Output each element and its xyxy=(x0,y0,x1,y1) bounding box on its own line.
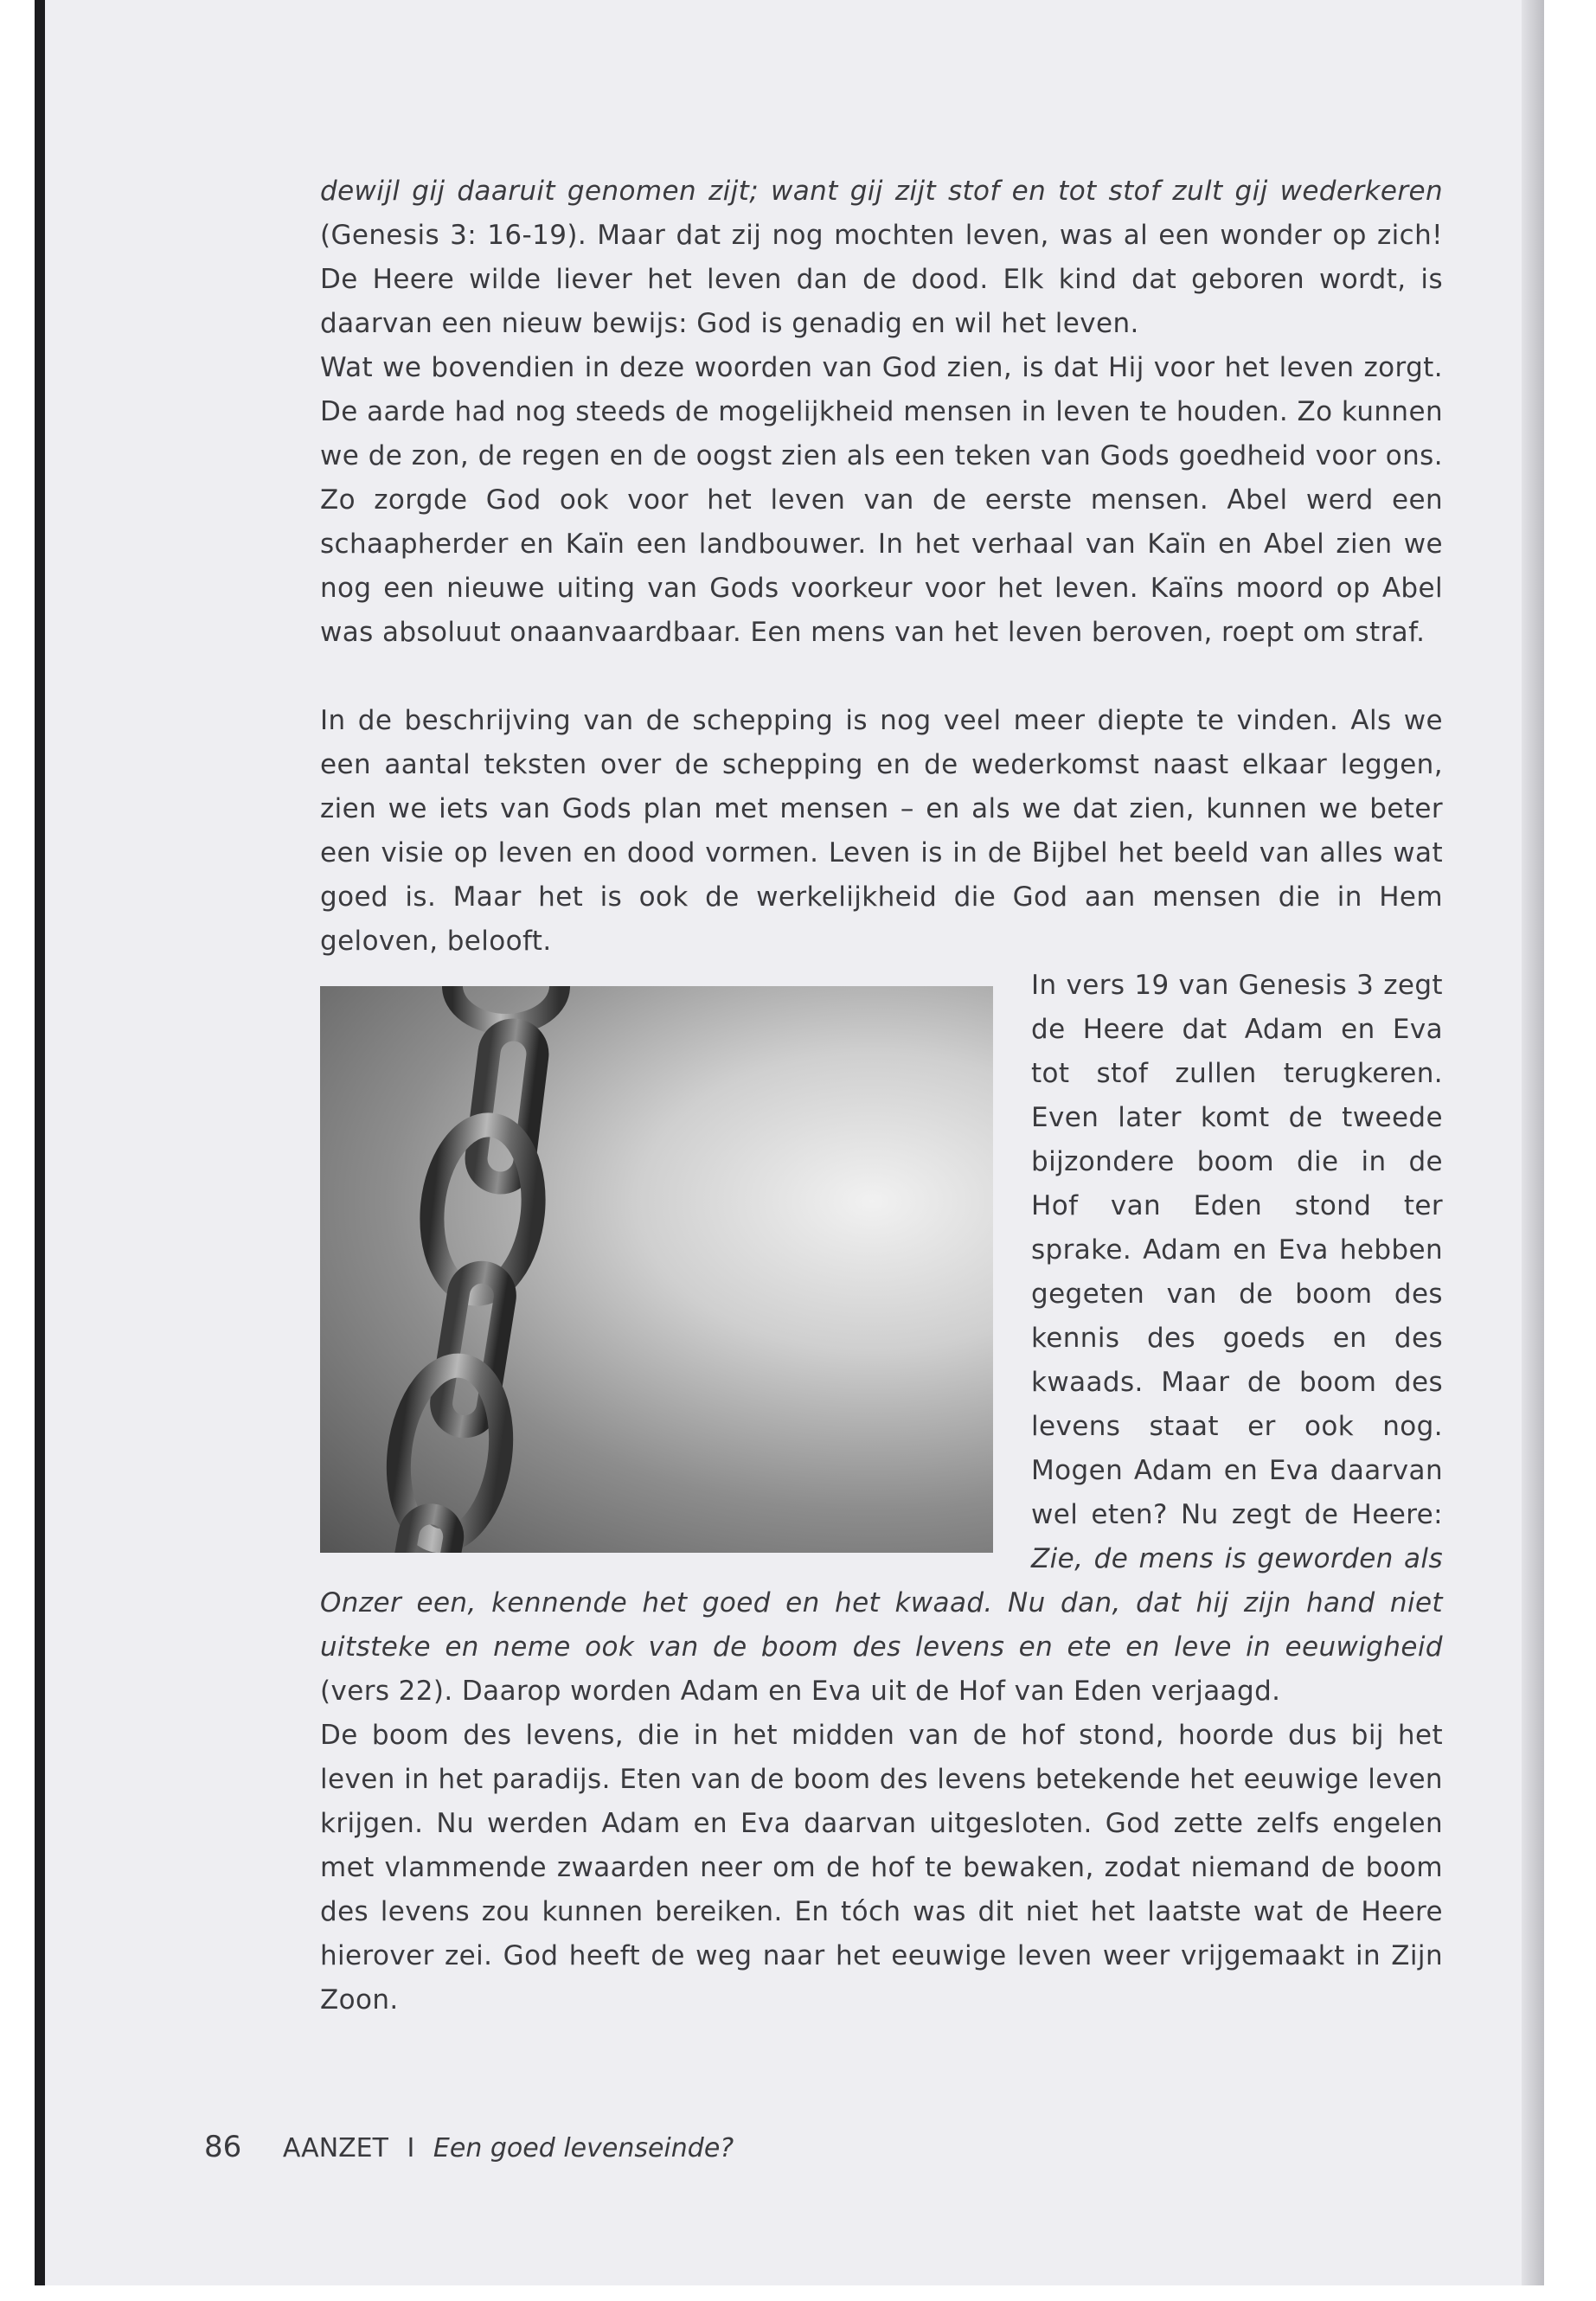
chain-illustration xyxy=(320,986,993,1553)
paragraph-gap xyxy=(320,655,1443,699)
paragraph-text: (vers 22). Daarop worden Adam en Eva uit de Hof van Eden verjaagd. xyxy=(320,1676,1281,1707)
page-edge-shadow xyxy=(1522,0,1544,2301)
page-number: 86 xyxy=(204,2130,242,2164)
paragraph-genesis-curse xyxy=(320,170,1443,346)
quote-italic: dewijl gij daaruit genomen zijt; want gij zijt stof en tot stof zult gij wederkeren xyxy=(320,176,1443,207)
scan-edge-right xyxy=(1544,0,1596,2301)
book-title: Een goed levenseinde? xyxy=(433,2133,734,2163)
paragraph-eternal-life: De boom des levens, die in het midden van de hof stond, hoorde dus bij het leven in het paradijs. Eten van de boom des levens betekende het eeuwige leven krijgen. Nu werden Adam en Eva daarvan uitgesloten. God zette zelfs engelen met vlammende zwaarden neer om de hof te bewaken, zodat niemand de boom des levens zou kunnen bereiken. En tóch was dit niet het laatste wat de Heere hierover zei. God heeft de weg naar het eeuwige leven weer vrijgemaakt in Zijn Zoon. xyxy=(320,1720,1443,2016)
page-footer xyxy=(204,2130,734,2164)
paragraph-care-for-life: Wat we bovendien in deze woorden van God zien, is dat Hij voor het leven zorgt. De aarde had nog steeds de mogelijkheid mensen in leven te houden. Zo kunnen we de zon, de regen en de oogst zien als een teken van Gods goedheid voor ons. Zo zorgde God ook voor het leven van de eerste mensen. Abel werd een schaapherder en Kaïn een landbouwer. In het verhaal van Kaïn en Abel zien we nog een nieuwe uiting van Gods voorkeur voor het leven. Kaïns moord op Abel was absoluut onaanvaardbaar. Een mens van het leven beroven, roept om straf. xyxy=(320,352,1443,648)
series-name: AANZET xyxy=(282,2133,388,2163)
text-column xyxy=(320,170,1443,2022)
chain-photo xyxy=(320,986,993,1553)
paragraph-creation: In de beschrijving van de schepping is nog veel meer diepte te vinden. Als we een aantal teksten over de schepping en de wederkomst naast elkaar leggen, zien we iets van Gods plan met mensen – en als we dat zien, kunnen we beter een visie op leven en dood vormen. Leven is in de Bijbel het beeld van alles wat goed is. Maar het is ook de werkelijkheid die God aan mensen die in Hem geloven, belooft. xyxy=(320,705,1443,957)
paragraph-text: (Genesis 3: 16-19). Maar dat zij nog mochten leven, was al een wonder op zich! De Heere wilde liever het leven dan de dood. Elk kind dat geboren wordt, is daarvan een nieuw bewijs: God is genadig en wil het leven. xyxy=(320,220,1443,339)
quote-italic: Zie, de mens is geworden als Onzer een, kennende het goed en het kwaad. Nu dan, dat hij zijn hand niet uitsteke en neme ook van de boom des levens en ete en leve in eeuwigheid xyxy=(320,1543,1443,1663)
scan-border-left xyxy=(35,0,45,2301)
footer-separator: I xyxy=(407,2133,415,2163)
scan-edge-bottom xyxy=(0,2285,1596,2301)
paragraph-text: In vers 19 van Genesis 3 zegt de Heere dat Adam en Eva tot stof zullen terugkeren. Even later komt de tweede bijzondere boom die in de Hof van Eden stond ter sprake. Adam en Eva hebben gegeten van de boom des kennis des goeds en des kwaads. Maar de boom des levens staat er ook nog. Mogen Adam en Eva daarvan wel eten? Nu zegt de Heere: xyxy=(1031,970,1443,1530)
